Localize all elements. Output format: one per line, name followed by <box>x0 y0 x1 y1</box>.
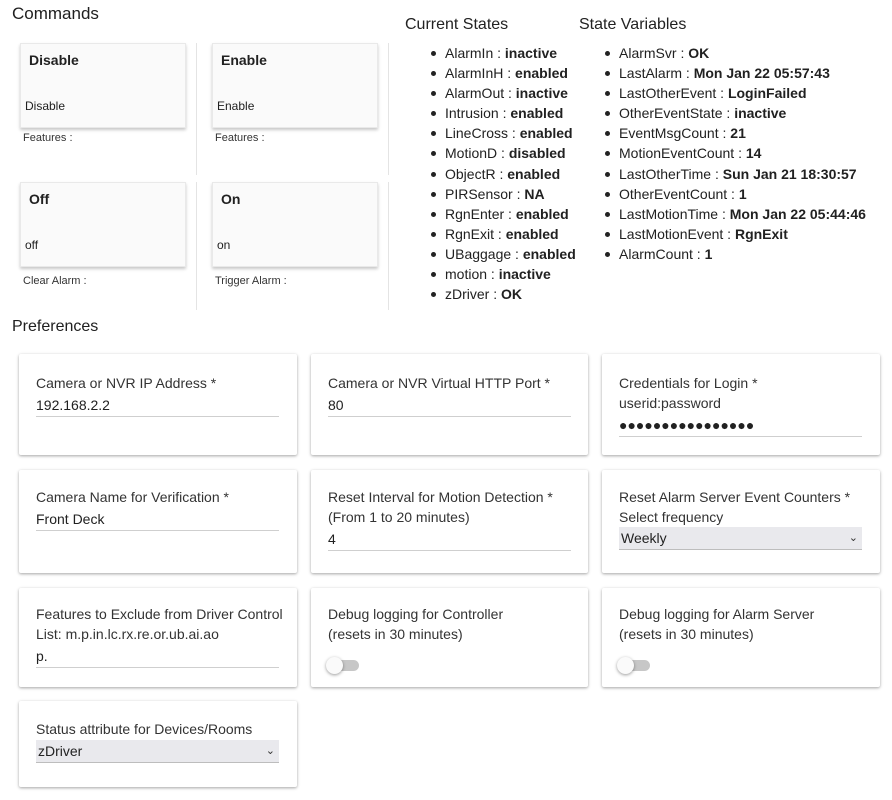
state-item: UBaggage : enabled <box>431 244 576 264</box>
state-item: LineCross : enabled <box>431 123 576 143</box>
current-states-list <box>431 43 576 304</box>
debug-controller-card <box>311 588 588 687</box>
enable-button[interactable] <box>212 43 378 128</box>
state-name: ObjectR <box>445 165 496 182</box>
state-item: MotionEventCount : 14 <box>605 143 866 163</box>
command-off <box>20 182 197 310</box>
off-button-label: off <box>25 238 39 252</box>
credentials-label: Credentials for Login * <box>619 375 758 391</box>
off-button-title: Off <box>29 191 50 207</box>
state-value: Mon Jan 22 05:44:46 <box>729 205 866 222</box>
state-item: ObjectR : enabled <box>431 164 576 184</box>
chevron-down-icon: ⌄ <box>265 745 275 757</box>
state-item: OtherEventState : inactive <box>605 103 866 123</box>
state-name: LastMotionTime <box>619 205 719 222</box>
reset-counters-selected: Weekly <box>621 530 667 546</box>
state-name: MotionEventCount <box>619 145 735 162</box>
state-value: OK <box>688 45 710 61</box>
state-value: enabled <box>507 165 561 182</box>
state-name: AlarmIn <box>445 45 494 61</box>
state-name: AlarmOut <box>445 85 505 102</box>
features-exclude-card <box>19 588 297 687</box>
state-name: MotionD <box>445 145 498 162</box>
state-item: LastMotionTime : Mon Jan 22 05:44:46 <box>605 204 866 224</box>
state-name: OtherEventState <box>619 105 723 122</box>
command-on <box>212 182 389 310</box>
ip-address-label: Camera or NVR IP Address * <box>36 375 217 391</box>
state-value: enabled <box>522 245 576 262</box>
reset-counters-label: Reset Alarm Server Event Counters * <box>619 489 851 505</box>
credentials-hint: userid:password <box>619 395 721 411</box>
debug-alarm-hint: (resets in 30 minutes) <box>619 626 754 642</box>
features-exclude-input[interactable] <box>36 645 279 668</box>
ip-address-card <box>19 354 297 455</box>
enable-button-title: Enable <box>221 52 267 68</box>
state-value: Sun Jan 21 18:30:57 <box>722 165 857 182</box>
state-value: enabled <box>505 225 559 242</box>
state-value: NA <box>524 185 545 202</box>
status-attribute-select[interactable] <box>36 740 279 763</box>
chevron-down-icon: ⌄ <box>848 532 858 544</box>
enable-features-label: Features : <box>215 132 265 144</box>
disable-button-label: Disable <box>25 99 66 113</box>
status-attribute-selected: zDriver <box>38 743 83 759</box>
commands-heading: Commands <box>12 4 99 23</box>
state-item: AlarmOut : inactive <box>431 83 576 103</box>
state-name: UBaggage <box>445 245 512 262</box>
state-item: LastOtherEvent : LoginFailed <box>605 83 866 103</box>
debug-alarm-toggle[interactable] <box>619 660 650 671</box>
features-exclude-label: Features to Exclude from Driver Control <box>36 606 283 622</box>
state-value: enabled <box>510 105 564 122</box>
state-name: RgnEnter <box>445 205 505 222</box>
credentials-password-input[interactable] <box>619 414 862 437</box>
reset-interval-label: Reset Interval for Motion Detection * <box>328 489 553 505</box>
state-name: zDriver <box>445 286 490 303</box>
state-name: OtherEventCount <box>619 185 728 202</box>
state-value: OK <box>501 286 523 303</box>
state-value: 1 <box>738 185 747 202</box>
state-name: motion <box>445 266 488 283</box>
ip-address-input[interactable] <box>36 394 279 417</box>
camera-name-input[interactable] <box>36 508 279 531</box>
state-name: PIRSensor <box>445 185 513 202</box>
reset-counters-hint: Select frequency <box>619 509 724 525</box>
state-name: LastOtherEvent <box>619 85 717 102</box>
state-name: AlarmInH <box>445 65 504 82</box>
state-value: Mon Jan 22 05:57:43 <box>693 65 830 82</box>
state-item: Intrusion : enabled <box>431 103 576 123</box>
state-value: inactive <box>734 105 787 122</box>
current-states-heading: Current States <box>405 16 509 33</box>
state-name: AlarmCount <box>619 245 693 262</box>
state-item: OtherEventCount : 1 <box>605 184 866 204</box>
state-value: inactive <box>498 266 551 283</box>
state-name: Intrusion <box>445 105 499 122</box>
state-item: PIRSensor : NA <box>431 184 576 204</box>
state-name: LastAlarm <box>619 65 683 82</box>
on-button-label: on <box>217 238 231 252</box>
state-value: enabled <box>515 205 569 222</box>
state-name: LineCross <box>445 125 509 142</box>
state-item: LastAlarm : Mon Jan 22 05:57:43 <box>605 63 866 83</box>
command-enable <box>212 43 389 175</box>
state-item: AlarmSvr : OK <box>605 43 866 63</box>
reset-counters-card <box>602 470 880 573</box>
state-value: RgnExit <box>734 225 788 242</box>
state-name: RgnExit <box>445 225 495 242</box>
state-value: LoginFailed <box>727 85 807 102</box>
http-port-card <box>311 354 588 455</box>
reset-counters-select[interactable] <box>619 527 862 550</box>
state-value: enabled <box>515 65 568 82</box>
status-attribute-card <box>19 701 297 787</box>
clear-alarm-label: Clear Alarm : <box>23 275 87 287</box>
state-item: AlarmCount : 1 <box>605 244 866 264</box>
disable-button-title: Disable <box>29 52 79 68</box>
camera-name-label: Camera Name for Verification * <box>36 489 229 505</box>
debug-alarm-label: Debug logging for Alarm Server <box>619 606 815 622</box>
debug-controller-hint: (resets in 30 minutes) <box>328 626 463 642</box>
on-button-title: On <box>221 191 241 207</box>
debug-controller-label: Debug logging for Controller <box>328 606 504 622</box>
status-attribute-label: Status attribute for Devices/Rooms <box>36 721 253 737</box>
reset-interval-input[interactable] <box>328 528 571 551</box>
reset-interval-card <box>311 470 588 573</box>
state-item: EventMsgCount : 21 <box>605 123 866 143</box>
http-port-input[interactable] <box>328 394 571 417</box>
on-button[interactable] <box>212 182 378 267</box>
state-value: 21 <box>730 125 746 142</box>
reset-interval-hint: (From 1 to 20 minutes) <box>328 509 470 525</box>
state-value: disabled <box>508 145 566 162</box>
state-value: inactive <box>504 45 558 61</box>
debug-alarm-card <box>602 588 880 687</box>
toggle-knob <box>326 657 343 674</box>
command-disable <box>20 43 197 175</box>
state-value: 14 <box>745 145 762 162</box>
state-item: zDriver : OK <box>431 284 576 304</box>
state-name: LastMotionEvent <box>619 225 724 242</box>
state-item: RgnExit : enabled <box>431 224 576 244</box>
state-name: EventMsgCount <box>619 125 719 142</box>
state-variables-list <box>605 43 866 264</box>
state-item: RgnEnter : enabled <box>431 204 576 224</box>
state-item: LastMotionEvent : RgnExit <box>605 224 866 244</box>
camera-name-card <box>19 470 297 573</box>
state-name: AlarmSvr <box>619 45 677 61</box>
state-value: enabled <box>519 125 573 142</box>
state-item: AlarmInH : enabled <box>431 63 576 83</box>
state-value: inactive <box>515 85 568 102</box>
state-item: MotionD : disabled <box>431 143 576 163</box>
state-variables-heading: State Variables <box>579 16 687 33</box>
toggle-knob <box>617 657 634 674</box>
preferences-heading: Preferences <box>12 318 99 335</box>
state-item: AlarmIn : inactive <box>431 43 576 63</box>
http-port-label: Camera or NVR Virtual HTTP Port * <box>328 375 550 391</box>
trigger-alarm-label: Trigger Alarm : <box>215 275 287 287</box>
disable-button[interactable] <box>20 43 186 128</box>
disable-features-label: Features : <box>23 132 73 144</box>
features-exclude-hint: List: m.p.in.lc.rx.re.or.ub.ai.ao <box>36 626 219 642</box>
state-item: motion : inactive <box>431 264 576 284</box>
enable-button-label: Enable <box>217 99 255 113</box>
state-value: 1 <box>704 245 713 262</box>
off-button[interactable] <box>20 182 186 267</box>
state-name: LastOtherTime <box>619 165 712 182</box>
state-item: LastOtherTime : Sun Jan 21 18:30:57 <box>605 164 866 184</box>
debug-controller-toggle[interactable] <box>328 660 359 671</box>
credentials-card <box>602 354 880 455</box>
